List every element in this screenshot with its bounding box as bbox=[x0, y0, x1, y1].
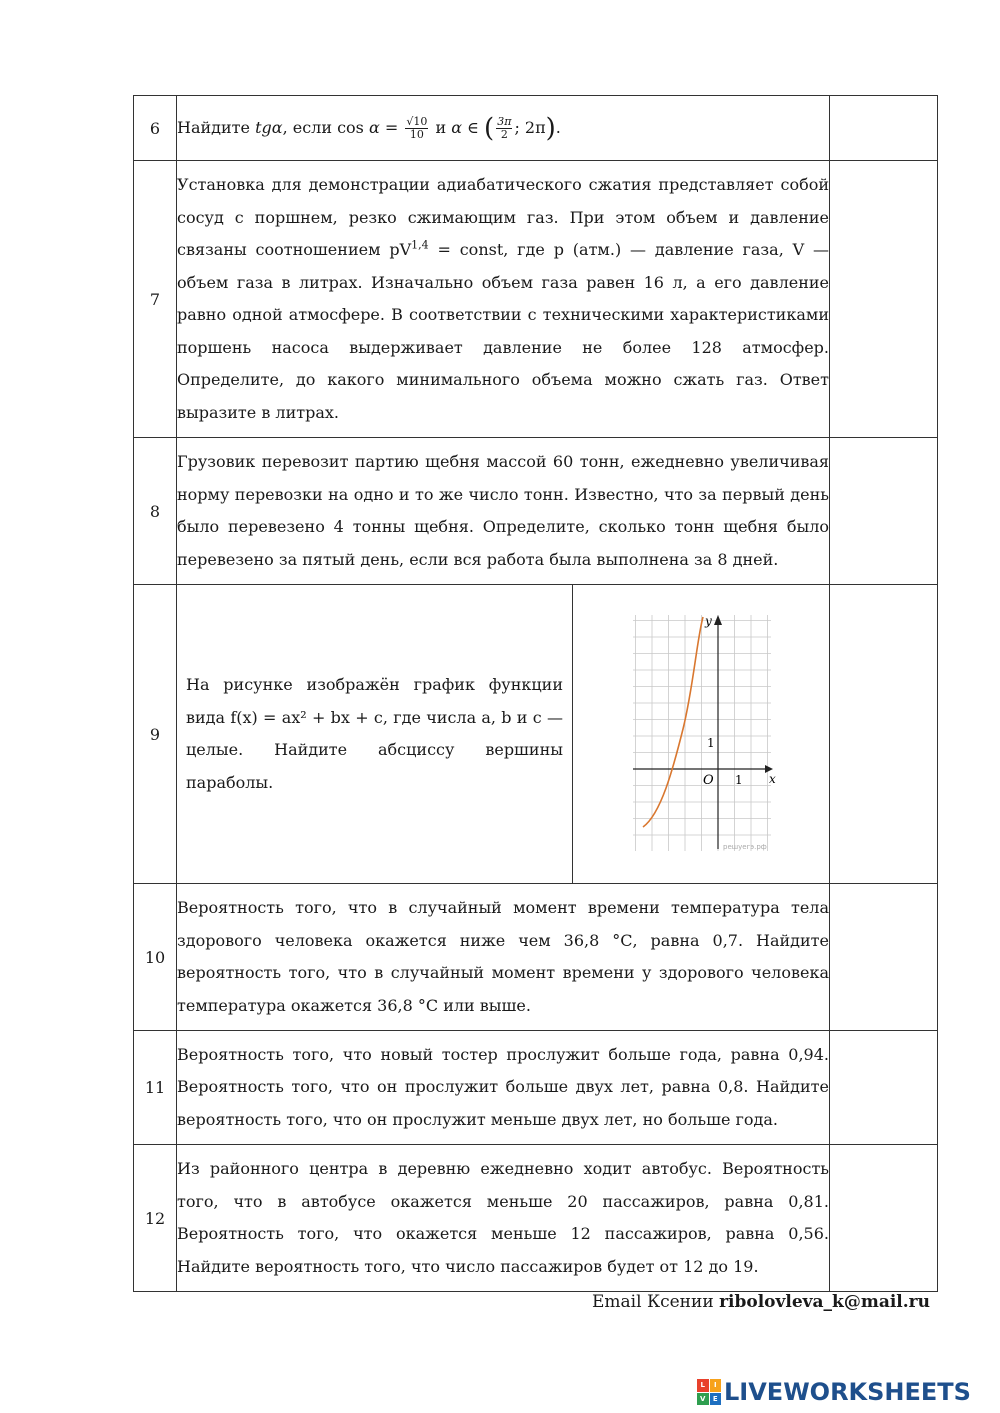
task-text: Из районного центра в деревню ежедневно ходит автобус. Вероятность того, что в автобусе окажется меньше 20 пассажиров, равна 0,81. Вероятность того, что окажется меньше 12 пассажиров, равна 0,56. Найдите вероятность того, что число пассажиров будет от 12 до 19. bbox=[177, 1145, 830, 1292]
answer-cell[interactable] bbox=[830, 585, 938, 884]
fraction-sqrt10-over-10 bbox=[405, 116, 428, 141]
logo-letter: I bbox=[710, 1379, 722, 1392]
origin-label: O bbox=[703, 773, 714, 788]
tg-alpha: tgα bbox=[255, 117, 283, 137]
y-axis-arrow bbox=[714, 615, 722, 625]
fraction-denominator: 10 bbox=[409, 127, 424, 141]
task-text: Установка для демонстрации адиабатического сжатия представляет собой сосуд с поршнем, резко сжимающим газ. При этом объем и давление связаны соотношением pV$^{1,4}$ = const, где p (атм.) — давление газа, V — объем газа в литрах. Изначально объем газа равен 16 л, а его давление равно одной атмосфере. В соответствии с техническими характеристиками поршень насоса выдерживает давление не более 128 атмосфер. Определите, до какого минимального объема можно сжать газ. Ответ выразите в литрах. bbox=[177, 161, 830, 438]
author-email bbox=[592, 1292, 930, 1312]
task-text: На рисунке изображён график функции вида f(x) = ax² + bx + c, где числа a, b и c — целые. Найдите абсциссу вершины параболы. bbox=[186, 675, 563, 792]
task-9-content bbox=[177, 585, 830, 884]
fraction-3pi-over-2 bbox=[496, 116, 512, 141]
task-row-6 bbox=[134, 96, 938, 161]
task-9-text-cell bbox=[177, 585, 573, 883]
task-row-12 bbox=[134, 1145, 938, 1292]
task-row-9 bbox=[134, 585, 938, 884]
period: . bbox=[555, 117, 561, 137]
liveworksheets-logo bbox=[697, 1378, 971, 1406]
y-axis-label: y bbox=[705, 614, 712, 628]
equals: = bbox=[379, 117, 404, 137]
worksheet-table bbox=[133, 95, 938, 1292]
in-symbol: ∈ bbox=[462, 117, 485, 137]
task-number: 10 bbox=[134, 884, 177, 1031]
email-label: Email Ксении bbox=[592, 1292, 720, 1312]
graph-watermark: решуегэ.рф bbox=[723, 843, 767, 851]
parabola-graph bbox=[621, 609, 781, 859]
task-row-7 bbox=[134, 161, 938, 438]
task-number: 8 bbox=[134, 438, 177, 585]
task-6-cos: , если cos bbox=[282, 117, 369, 137]
fraction-numerator: √10 bbox=[406, 114, 428, 128]
task-number: 11 bbox=[134, 1031, 177, 1145]
task-row-8 bbox=[134, 438, 938, 585]
logo-letter: E bbox=[710, 1393, 722, 1406]
brand-name: LIVEWORKSHEETS bbox=[724, 1378, 971, 1406]
task-row-10 bbox=[134, 884, 938, 1031]
liveworksheets-icon bbox=[697, 1379, 721, 1405]
answer-cell[interactable] bbox=[830, 96, 938, 161]
interval-end: ; 2π bbox=[514, 117, 546, 137]
answer-cell[interactable] bbox=[830, 438, 938, 585]
and: и bbox=[430, 117, 452, 137]
task-text bbox=[177, 96, 830, 161]
logo-letter: V bbox=[697, 1393, 709, 1406]
task-number: 12 bbox=[134, 1145, 177, 1292]
logo-letter: L bbox=[697, 1379, 709, 1392]
y-unit-label: 1 bbox=[707, 736, 715, 750]
email-address: ribolovleva_k@mail.ru bbox=[719, 1292, 930, 1312]
x-unit-label: 1 bbox=[735, 773, 743, 787]
fraction-denominator: 2 bbox=[500, 127, 508, 141]
task-text: Вероятность того, что в случайный момент времени температура тела здорового человека окажется ниже чем 36,8 °С, равна 0,7. Найдите вероятность того, что в случайный момент времени у здорового человека температура окажется 36,8 °С или выше. bbox=[177, 884, 830, 1031]
task-number: 7 bbox=[134, 161, 177, 438]
task-row-11 bbox=[134, 1031, 938, 1145]
alpha: α bbox=[451, 117, 463, 137]
task-6-text: Найдите bbox=[177, 117, 256, 137]
exponent: 1,4 bbox=[411, 238, 429, 252]
open-paren: ( bbox=[484, 112, 495, 143]
answer-cell[interactable] bbox=[830, 161, 938, 438]
answer-cell[interactable] bbox=[830, 884, 938, 1031]
task-number: 6 bbox=[134, 96, 177, 161]
alpha: α bbox=[368, 117, 380, 137]
answer-cell[interactable] bbox=[830, 1145, 938, 1292]
fraction-numerator: 3π bbox=[497, 114, 512, 128]
x-axis-label: x bbox=[769, 772, 776, 786]
task-9-graph-cell bbox=[573, 585, 829, 883]
close-paren: ) bbox=[545, 112, 556, 143]
answer-cell[interactable] bbox=[830, 1031, 938, 1145]
task-text: Грузовик перевозит партию щебня массой 60 тонн, ежедневно увеличивая норму перевозки на одно и то же число тонн. Известно, что за первый день было перевезено 4 тонны щебня. Определите, сколько тонн щебня было перевезено за пятый день, если вся работа была выполнена за 8 дней. bbox=[177, 438, 830, 585]
task-number: 9 bbox=[134, 585, 177, 884]
task-text: Вероятность того, что новый тостер прослужит больше года, равна 0,94. Вероятность того, что он прослужит больше двух лет, равна 0,8. Найдите вероятность того, что он прослужит меньше двух лет, но больше года. bbox=[177, 1031, 830, 1145]
